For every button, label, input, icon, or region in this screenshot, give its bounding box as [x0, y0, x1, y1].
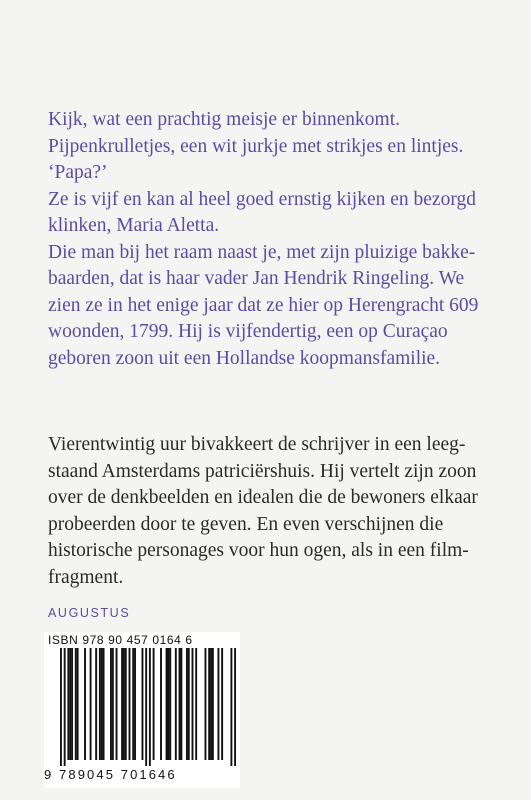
barcode-bar: [84, 648, 86, 760]
barcode-bar: [179, 648, 181, 760]
barcode-bar: [212, 648, 214, 760]
intro-line: Pijpenkrulletjes, een wit jurkje met strikjes en lintjes.: [48, 135, 464, 157]
intro-line: Ze is vijf en kan al heel goed ernstig kijken en bezorgd: [48, 188, 476, 210]
barcode-bar: [149, 648, 151, 766]
blurb-line: historische personages voor hun ogen, als in een film-: [48, 540, 469, 561]
barcode-bar: [210, 648, 212, 760]
blurb-line: Vierentwintig uur bivakkeert de schrijver in een leeg-: [48, 434, 466, 455]
barcode-bar: [75, 648, 77, 760]
barcode-bar: [166, 648, 168, 760]
barcode-block: [44, 632, 240, 788]
barcode-bar: [153, 648, 155, 760]
barcode-bar: [132, 648, 134, 760]
summary-blurb: [48, 432, 508, 591]
barcode-bar: [99, 648, 101, 760]
intro-line: geboren zoon uit een Hollandse koopmansfamilie.: [48, 347, 441, 369]
barcode-bar: [110, 648, 112, 760]
barcode-bar: [90, 648, 92, 760]
intro-line: Kijk, wat een prachtig meisje er binnenkomt.: [48, 109, 400, 130]
barcode-bar: [129, 648, 131, 760]
barcode-bar: [121, 648, 123, 760]
intro-line: baarden, dat is haar vader Jan Hendrik Ringeling. We: [48, 268, 465, 289]
barcode-bar: [125, 648, 127, 760]
barcode-bar: [160, 648, 162, 760]
barcode-bar: [230, 648, 232, 766]
barcode-bar: [217, 648, 219, 760]
intro-line: Die man bij het raam naast je, met zijn pluizige bakke-: [48, 241, 476, 263]
blurb-line: over de denkbeelden en idealen die de bewoners elkaar: [48, 487, 478, 508]
barcode-bar: [77, 648, 79, 760]
barcode-bar: [186, 648, 188, 760]
blurb-line: staand Amsterdams patriciërshuis. Hij vertelt zijn zoon: [48, 460, 477, 482]
barcode-bar: [123, 648, 125, 760]
publisher-name: AUGUSTUS: [48, 606, 131, 620]
barcode-bar: [67, 648, 69, 760]
intro-line: woonden, 1799. Hij is vijfendertig, een op Curaçao: [48, 321, 448, 342]
barcode-bar: [234, 648, 236, 766]
barcode-bar: [134, 648, 136, 760]
barcode-bar: [221, 648, 223, 760]
intro-line: klinken, Maria Aletta.: [48, 215, 220, 236]
barcode-bar: [208, 648, 210, 760]
intro-excerpt: [48, 107, 508, 372]
barcode-bar: [101, 648, 103, 760]
barcode-bar: [112, 648, 114, 760]
barcode-bar: [69, 648, 71, 760]
barcode-bar: [205, 648, 207, 760]
barcode-bar: [142, 648, 144, 760]
barcode-bar: [116, 648, 118, 760]
blurb-line: probeerden door te geven. En even verschijnen die: [48, 513, 444, 535]
barcode-bar: [60, 648, 62, 766]
isbn-label: ISBN 978 90 457 0164 6: [48, 633, 193, 647]
barcode-bar: [180, 648, 182, 760]
barcode-digits: 9 789045 701646: [44, 767, 177, 782]
barcode-bars: [48, 648, 236, 766]
intro-line: zien ze in het enige jaar dat ze hier op Herengracht 609: [48, 294, 479, 316]
barcode-bar: [95, 648, 97, 760]
barcode-bar: [175, 648, 177, 760]
blurb-line: fragment.: [48, 566, 124, 588]
barcode-bar: [64, 648, 66, 766]
barcode-bar: [169, 648, 171, 760]
barcode-bar: [71, 648, 73, 760]
barcode-bar: [103, 648, 105, 760]
barcode-bar: [167, 648, 169, 760]
barcode-bar: [145, 648, 147, 766]
barcode-bar: [195, 648, 197, 760]
barcode-bar: [192, 648, 194, 760]
intro-line: ‘Papa?’: [48, 162, 108, 183]
barcode-bar: [188, 648, 190, 760]
